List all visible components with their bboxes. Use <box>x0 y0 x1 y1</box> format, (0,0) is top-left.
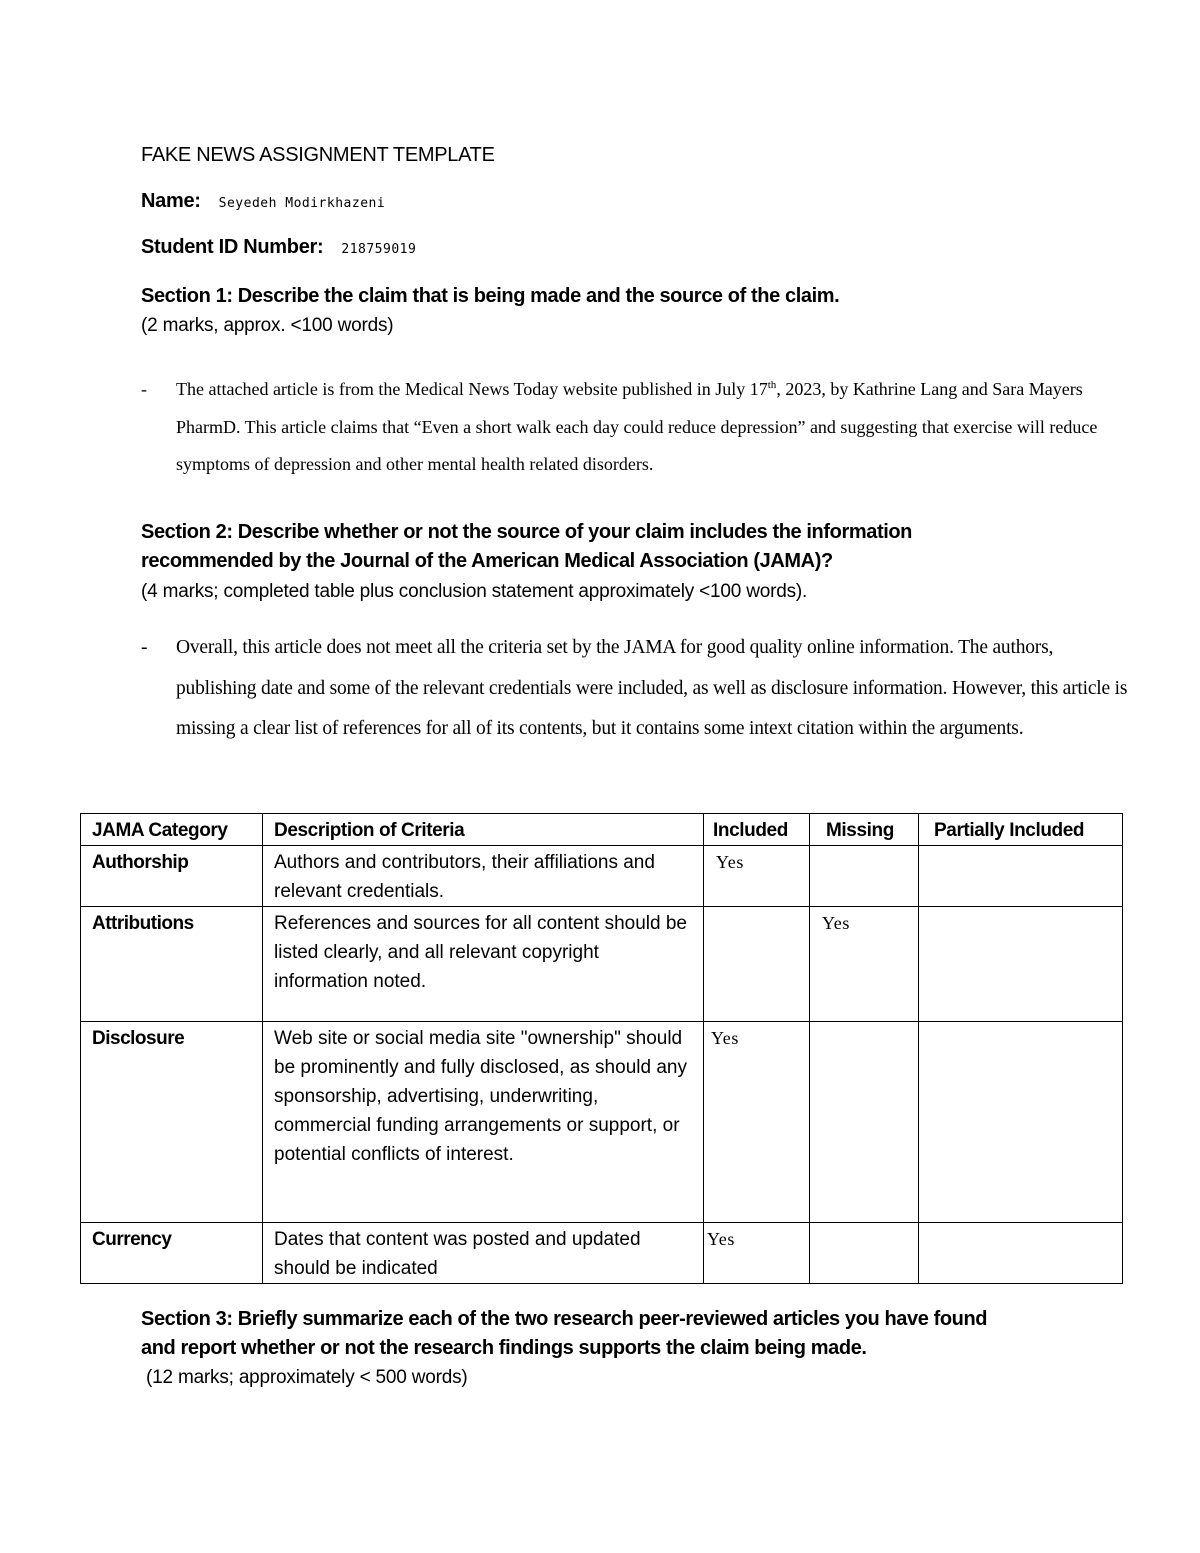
included-cell: Yes <box>704 846 810 907</box>
section3-heading-line1: Section 3: Briefly summarize each of the two research peer-reviewed articles you have found <box>141 1308 988 1330</box>
jama-criteria-table <box>80 813 1123 1284</box>
partial-cell <box>919 1022 1123 1223</box>
partial-cell <box>919 1223 1123 1284</box>
section3-subheading: (12 marks; approximately < 500 words) <box>146 1367 468 1388</box>
answer-text-part2: , 2023, by Kathrine Lang and Sara Mayers PharmD. This article claims that “Even a short walk each day could reduce depression” and suggesting that exercise will reduce symptoms of depression and other mental health related disorders. <box>176 379 1098 474</box>
document-title: FAKE NEWS ASSIGNMENT TEMPLATE <box>141 144 495 166</box>
column-header: Included <box>704 814 810 846</box>
category-cell: Authorship <box>81 846 263 907</box>
included-cell: Yes <box>704 1022 810 1223</box>
partial-cell <box>919 907 1123 1022</box>
category-cell: Currency <box>81 1223 263 1284</box>
partial-cell <box>919 846 1123 907</box>
column-header: Missing <box>810 814 919 846</box>
table-row <box>81 1223 1123 1284</box>
answer-superscript: th <box>767 379 777 391</box>
section3-heading <box>141 1305 987 1363</box>
section1-answer-text <box>176 371 1131 484</box>
included-cell: Yes <box>704 1223 810 1284</box>
section2-answer <box>141 628 1136 750</box>
name-label: Name: <box>141 190 201 212</box>
table-row <box>81 1022 1123 1223</box>
missing-cell <box>810 846 919 907</box>
section1-answer <box>141 371 1131 484</box>
missing-cell: Yes <box>810 907 919 1022</box>
section2-subheading: (4 marks; completed table plus conclusion statement approximately <100 words). <box>141 581 808 602</box>
student-id-label: Student ID Number: <box>141 236 324 258</box>
column-header: Partially Included <box>919 814 1123 846</box>
description-cell: Dates that content was posted and updated should be indicated <box>263 1223 704 1284</box>
table-header-row <box>81 814 1123 846</box>
student-id-value: 218759019 <box>341 242 417 257</box>
bullet-dash: - <box>141 379 147 399</box>
missing-cell <box>810 1022 919 1223</box>
section3-heading-line2: and report whether or not the research findings supports the claim being made. <box>141 1337 867 1359</box>
name-field <box>141 190 385 213</box>
description-cell: Authors and contributors, their affiliations and relevant credentials. <box>263 846 704 907</box>
description-cell: References and sources for all content should be listed clearly, and all relevant copyright information noted. <box>263 907 704 1022</box>
missing-cell <box>810 1223 919 1284</box>
description-cell: Web site or social media site "ownership" should be prominently and fully disclosed, as should any sponsorship, advertising, underwriting, commercial funding arrangements or support, or potential conflicts of interest. <box>263 1022 704 1223</box>
bullet-dash: - <box>141 637 148 658</box>
section2-heading-line2: recommended by the Journal of the American Medical Association (JAMA)? <box>141 550 833 572</box>
section2-heading <box>141 518 912 576</box>
section2-heading-line1: Section 2: Describe whether or not the source of your claim includes the information <box>141 521 912 543</box>
category-cell: Disclosure <box>81 1022 263 1223</box>
table-row <box>81 907 1123 1022</box>
column-header: Description of Criteria <box>263 814 704 846</box>
name-value: Seyedeh Modirkhazeni <box>218 196 386 211</box>
section1-subheading: (2 marks, approx. <100 words) <box>141 315 394 336</box>
column-header: JAMA Category <box>81 814 263 846</box>
table-row <box>81 846 1123 907</box>
included-cell <box>704 907 810 1022</box>
section2-answer-text: Overall, this article does not meet all the criteria set by the JAMA for good quality online information. The authors, publishing date and some of the relevant credentials were included, as well as disclosure information. However, this article is missing a clear list of references for all of its contents, but it contains some intext citation within the arguments. <box>176 637 1128 739</box>
category-cell: Attributions <box>81 907 263 1022</box>
answer-text-part1: The attached article is from the Medical News Today website published in July 17 <box>176 379 768 399</box>
student-id-field <box>141 236 416 259</box>
section1-heading: Section 1: Describe the claim that is being made and the source of the claim. <box>141 285 840 307</box>
